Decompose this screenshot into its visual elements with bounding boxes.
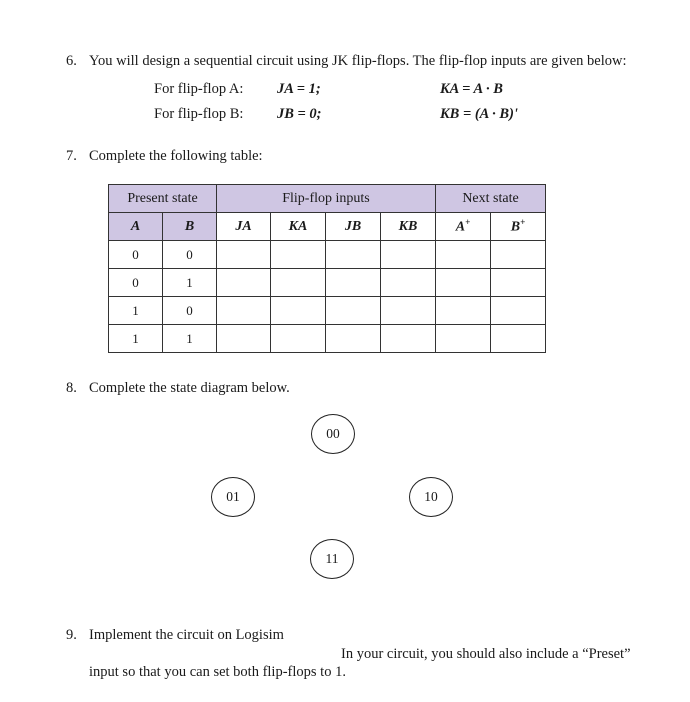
flipflop-b-label: For flip-flop B: bbox=[154, 106, 244, 122]
q8-number: 8. bbox=[66, 380, 77, 396]
cell-b-next[interactable] bbox=[491, 297, 546, 325]
cell-kb[interactable] bbox=[381, 241, 436, 269]
state-01[interactable]: 01 bbox=[211, 477, 255, 517]
cell-b: 0 bbox=[163, 297, 217, 325]
q9-line2: In your circuit, you should also include a “Preset” bbox=[341, 646, 631, 662]
group-next-state: Next state bbox=[436, 185, 546, 213]
cell-ja[interactable] bbox=[217, 297, 271, 325]
cell-ka[interactable] bbox=[271, 325, 326, 353]
q7-number: 7. bbox=[66, 148, 77, 164]
q9-text: Implement the circuit on Logisim bbox=[89, 627, 284, 643]
table-group-header-row bbox=[109, 185, 546, 213]
col-ja: JA bbox=[217, 213, 271, 241]
cell-ja[interactable] bbox=[217, 241, 271, 269]
q6-row-a-label bbox=[154, 81, 243, 98]
group-present-state: Present state bbox=[109, 185, 217, 213]
cell-a: 0 bbox=[109, 241, 163, 269]
col-a-next-label: A bbox=[455, 219, 466, 235]
state-00[interactable]: 00 bbox=[311, 414, 355, 454]
table-row bbox=[109, 297, 546, 325]
q6-row-b-label bbox=[154, 106, 243, 123]
group-flipflop-inputs: Flip-flop inputs bbox=[217, 185, 436, 213]
cell-kb[interactable] bbox=[381, 325, 436, 353]
table-row bbox=[109, 325, 546, 353]
q7-text: Complete the following table: bbox=[89, 148, 263, 164]
col-b: B bbox=[163, 213, 217, 241]
cell-a-next[interactable] bbox=[436, 269, 491, 297]
table-row bbox=[109, 241, 546, 269]
col-kb: KB bbox=[381, 213, 436, 241]
cell-ja[interactable] bbox=[217, 325, 271, 353]
col-jb: JB bbox=[326, 213, 381, 241]
cell-jb[interactable] bbox=[326, 297, 381, 325]
cell-jb[interactable] bbox=[326, 325, 381, 353]
q8-text: Complete the state diagram below. bbox=[89, 380, 290, 396]
cell-kb[interactable] bbox=[381, 269, 436, 297]
q6-text: You will design a sequential circuit using JK flip-flops. The flip-flop inputs are given below: bbox=[89, 53, 627, 69]
q9-line3: input so that you can set both flip-flops to 1. bbox=[89, 664, 346, 680]
col-a-next bbox=[436, 213, 491, 241]
cell-a: 1 bbox=[109, 325, 163, 353]
state-11[interactable]: 11 bbox=[310, 539, 354, 579]
table-row bbox=[109, 269, 546, 297]
cell-jb[interactable] bbox=[326, 269, 381, 297]
q9-number: 9. bbox=[66, 627, 77, 643]
cell-ka[interactable] bbox=[271, 297, 326, 325]
cell-b: 1 bbox=[163, 269, 217, 297]
col-a-next-sup: + bbox=[465, 217, 471, 228]
table-column-header-row bbox=[109, 213, 546, 241]
col-a: A bbox=[109, 213, 163, 241]
cell-ja[interactable] bbox=[217, 269, 271, 297]
state-table bbox=[108, 184, 546, 353]
cell-b: 1 bbox=[163, 325, 217, 353]
cell-a-next[interactable] bbox=[436, 241, 491, 269]
col-b-next-label: B bbox=[510, 219, 521, 235]
col-ka: KA bbox=[271, 213, 326, 241]
q6-number: 6. bbox=[66, 53, 77, 69]
q6-row-b-j-equation: JB = 0; bbox=[277, 106, 322, 122]
cell-b-next[interactable] bbox=[491, 269, 546, 297]
cell-jb[interactable] bbox=[326, 241, 381, 269]
cell-b: 0 bbox=[163, 241, 217, 269]
cell-ka[interactable] bbox=[271, 241, 326, 269]
cell-a: 1 bbox=[109, 297, 163, 325]
flipflop-a-label: For flip-flop A: bbox=[154, 81, 244, 97]
cell-ka[interactable] bbox=[271, 269, 326, 297]
cell-a: 0 bbox=[109, 269, 163, 297]
cell-b-next[interactable] bbox=[491, 325, 546, 353]
cell-a-next[interactable] bbox=[436, 297, 491, 325]
q6-row-a-j-equation: JA = 1; bbox=[277, 81, 321, 97]
cell-a-next[interactable] bbox=[436, 325, 491, 353]
cell-b-next[interactable] bbox=[491, 241, 546, 269]
col-b-next-sup: + bbox=[520, 217, 526, 228]
col-b-next bbox=[491, 213, 546, 241]
q6-row-a-k-equation: KA = A · B bbox=[440, 81, 503, 97]
q6-row-b-k-equation: KB = (A · B)' bbox=[440, 106, 518, 122]
cell-kb[interactable] bbox=[381, 297, 436, 325]
state-10[interactable]: 10 bbox=[409, 477, 453, 517]
